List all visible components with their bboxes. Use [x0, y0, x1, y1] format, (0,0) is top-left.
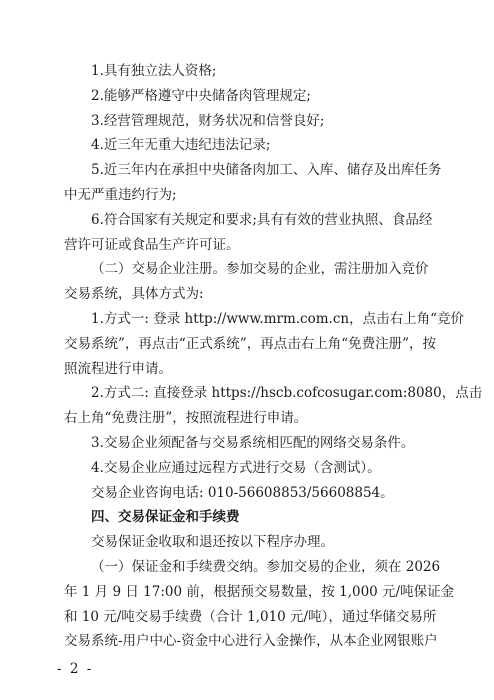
page-number: - 2 - — [57, 661, 94, 677]
method-1-end: 照流程进行申请。 — [64, 360, 172, 377]
requirement-4: 4.近三年无重大违纪违法记录; — [91, 137, 271, 154]
deposit-payment-cont-1: 年 1 月 9 日 17:00 前，根据预交易数量，按 1,000 元/吨保证金 — [64, 583, 455, 600]
consult-phone: 交易企业咨询电话: 010-56608853/56608854。 — [91, 484, 394, 501]
remote-trading: 4.交易企业应通过远程方式进行交易（含测试）。 — [91, 459, 381, 476]
method-1-cont: 交易系统”，再点击“正式系统”，再点击右上角“免费注册”，按 — [64, 335, 437, 352]
deposit-intro: 交易保证金收取和退还按以下程序办理。 — [91, 534, 334, 551]
method-2: 2.方式二: 直接登录 https://hscb.cofcosugar.com:8080，点击 — [91, 385, 483, 402]
section-heading-deposit: 四、交易保证金和手续费 — [91, 509, 240, 526]
requirement-6-cont: 营许可证或食品生产许可证。 — [64, 236, 240, 253]
requirement-2: 2.能够严格遵守中央储备肉管理规定; — [91, 87, 311, 104]
method-1: 1.方式一: 登录 http://www.mrm.com.cn，点击右上角“竞价 — [91, 311, 464, 327]
section-registration: （二）交易企业注册。参加交易的企业，需注册加入竞价 — [91, 261, 429, 278]
deposit-payment-cont-2: 和 10 元/吨交易手续费（合计 1,010 元/吨），通过华储交易所 — [64, 608, 437, 625]
method-2-cont: 右上角“免费注册”，按照流程进行申请。 — [64, 410, 308, 427]
section-registration-cont: 交易系统，具体方式为: — [64, 286, 204, 303]
requirement-3: 3.经营管理规范，财务状况和信誉良好; — [91, 112, 325, 129]
deposit-payment: （一）保证金和手续费交纳。参加交易的企业，须在 2026 — [91, 559, 441, 575]
requirement-5-cont: 中无严重违约行为; — [64, 187, 177, 203]
requirement-5: 5.近三年内在承担中央储备肉加工、入库、储存及出库任务 — [91, 162, 442, 179]
requirement-6: 6.符合国家有关规定和要求;具有有效的营业执照、食品经 — [91, 211, 433, 228]
network-requirement: 3.交易企业须配备与交易系统相匹配的网络交易条件。 — [91, 435, 415, 451]
requirement-1: 1.具有独立法人资格; — [91, 63, 217, 79]
deposit-payment-cont-3: 交易系统-用户中心-资金中心进行入金操作，从本企业网银账户 — [64, 633, 438, 650]
